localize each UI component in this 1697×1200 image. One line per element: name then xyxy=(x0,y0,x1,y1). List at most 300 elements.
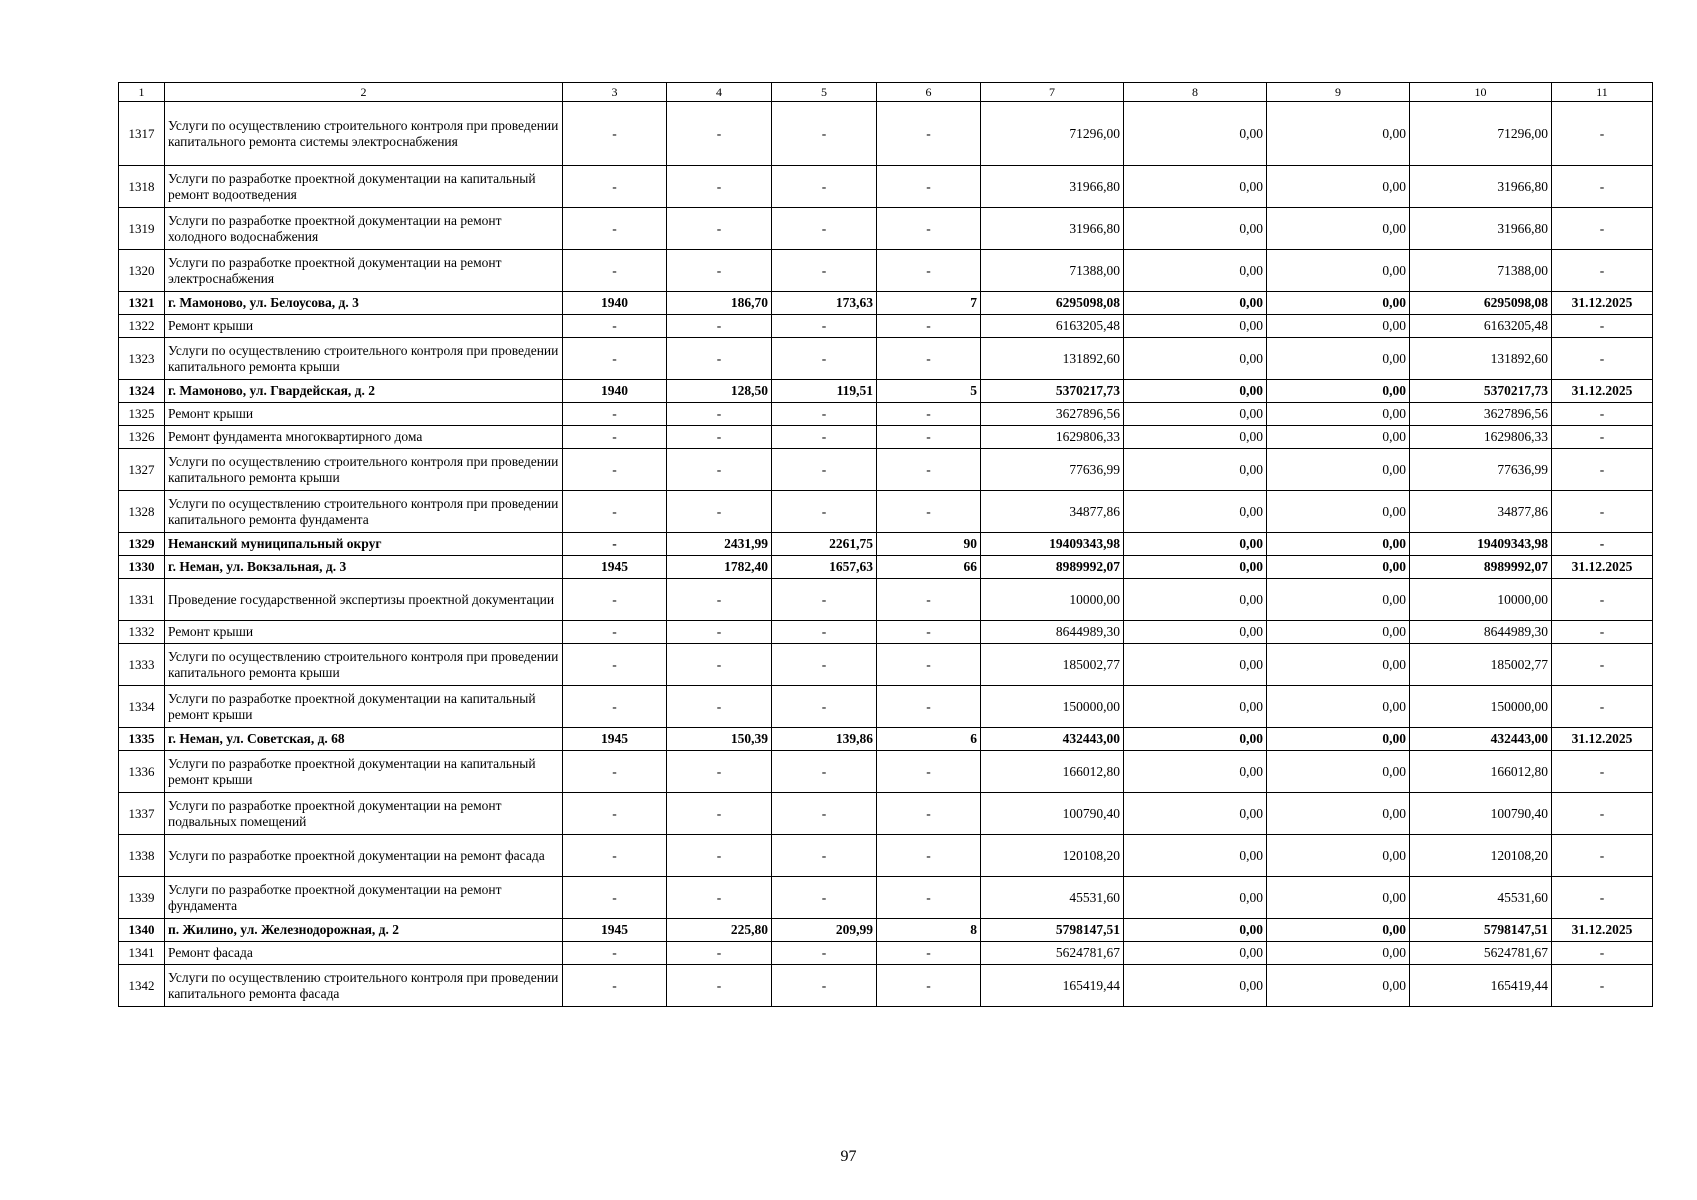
total-area-cell: - xyxy=(667,877,772,919)
owners-funds-cell: 120108,20 xyxy=(1410,835,1552,877)
row-number-cell: 1317 xyxy=(119,102,165,166)
total-cost-cell: 77636,99 xyxy=(981,449,1124,491)
completion-date-cell: - xyxy=(1552,877,1653,919)
federal-funds-cell: 0,00 xyxy=(1124,449,1267,491)
residents-cell: 90 xyxy=(877,533,981,556)
total-area-cell: 186,70 xyxy=(667,292,772,315)
col-header-5: 5 xyxy=(772,83,877,102)
owners-funds-cell: 166012,80 xyxy=(1410,751,1552,793)
table-row xyxy=(119,491,1653,533)
federal-funds-cell: 0,00 xyxy=(1124,686,1267,728)
item-name-cell: г. Мамоново, ул. Белоусова, д. 3 xyxy=(165,292,563,315)
item-name-cell: Услуги по осуществлению строительного контроля при проведении капитального ремонта системы электроснабжения xyxy=(165,102,563,166)
regional-funds-cell: 0,00 xyxy=(1267,315,1410,338)
total-cost-cell: 131892,60 xyxy=(981,338,1124,380)
residents-cell: - xyxy=(877,686,981,728)
table-row xyxy=(119,102,1653,166)
total-area-cell: - xyxy=(667,426,772,449)
table-row xyxy=(119,621,1653,644)
total-cost-cell: 8644989,30 xyxy=(981,621,1124,644)
completion-date-cell: - xyxy=(1552,751,1653,793)
federal-funds-cell: 0,00 xyxy=(1124,556,1267,579)
living-area-cell: 1657,63 xyxy=(772,556,877,579)
total-area-cell: - xyxy=(667,686,772,728)
regional-funds-cell: 0,00 xyxy=(1267,835,1410,877)
owners-funds-cell: 19409343,98 xyxy=(1410,533,1552,556)
table-body xyxy=(119,83,1653,1007)
federal-funds-cell: 0,00 xyxy=(1124,403,1267,426)
row-number-cell: 1318 xyxy=(119,166,165,208)
living-area-cell: 2261,75 xyxy=(772,533,877,556)
owners-funds-cell: 131892,60 xyxy=(1410,338,1552,380)
table-row xyxy=(119,919,1653,942)
item-name-cell: г. Неман, ул. Вокзальная, д. 3 xyxy=(165,556,563,579)
completion-date-cell: - xyxy=(1552,250,1653,292)
owners-funds-cell: 6295098,08 xyxy=(1410,292,1552,315)
completion-date-cell: - xyxy=(1552,644,1653,686)
col-header-3: 3 xyxy=(563,83,667,102)
build-year-cell: - xyxy=(563,426,667,449)
build-year-cell: - xyxy=(563,533,667,556)
table-row xyxy=(119,533,1653,556)
total-area-cell: - xyxy=(667,250,772,292)
regional-funds-cell: 0,00 xyxy=(1267,208,1410,250)
item-name-cell: г. Мамоново, ул. Гвардейская, д. 2 xyxy=(165,380,563,403)
row-number-cell: 1331 xyxy=(119,579,165,621)
col-header-6: 6 xyxy=(877,83,981,102)
total-cost-cell: 5798147,51 xyxy=(981,919,1124,942)
build-year-cell: - xyxy=(563,250,667,292)
total-cost-cell: 6295098,08 xyxy=(981,292,1124,315)
item-name-cell: Услуги по разработке проектной документации на ремонт электроснабжения xyxy=(165,250,563,292)
row-number-cell: 1329 xyxy=(119,533,165,556)
col-header-2: 2 xyxy=(165,83,563,102)
build-year-cell: - xyxy=(563,491,667,533)
regional-funds-cell: 0,00 xyxy=(1267,338,1410,380)
row-number-cell: 1322 xyxy=(119,315,165,338)
living-area-cell: - xyxy=(772,835,877,877)
completion-date-cell: 31.12.2025 xyxy=(1552,292,1653,315)
build-year-cell: 1945 xyxy=(563,556,667,579)
residents-cell: - xyxy=(877,579,981,621)
residents-cell: 6 xyxy=(877,728,981,751)
build-year-cell: - xyxy=(563,102,667,166)
row-number-cell: 1319 xyxy=(119,208,165,250)
federal-funds-cell: 0,00 xyxy=(1124,166,1267,208)
table-row xyxy=(119,751,1653,793)
regional-funds-cell: 0,00 xyxy=(1267,380,1410,403)
total-area-cell: - xyxy=(667,793,772,835)
item-name-cell: Услуги по разработке проектной документации на капитальный ремонт крыши xyxy=(165,751,563,793)
living-area-cell: - xyxy=(772,102,877,166)
living-area-cell: - xyxy=(772,403,877,426)
completion-date-cell: - xyxy=(1552,686,1653,728)
table-row xyxy=(119,426,1653,449)
item-name-cell: Ремонт крыши xyxy=(165,621,563,644)
living-area-cell: - xyxy=(772,644,877,686)
total-cost-cell: 8989992,07 xyxy=(981,556,1124,579)
living-area-cell: - xyxy=(772,208,877,250)
total-cost-cell: 100790,40 xyxy=(981,793,1124,835)
row-number-cell: 1325 xyxy=(119,403,165,426)
build-year-cell: - xyxy=(563,208,667,250)
table-row xyxy=(119,877,1653,919)
living-area-cell: - xyxy=(772,942,877,965)
completion-date-cell: - xyxy=(1552,621,1653,644)
build-year-cell: - xyxy=(563,877,667,919)
col-header-7: 7 xyxy=(981,83,1124,102)
regional-funds-cell: 0,00 xyxy=(1267,403,1410,426)
federal-funds-cell: 0,00 xyxy=(1124,728,1267,751)
col-header-9: 9 xyxy=(1267,83,1410,102)
total-area-cell: 1782,40 xyxy=(667,556,772,579)
residents-cell: - xyxy=(877,793,981,835)
owners-funds-cell: 1629806,33 xyxy=(1410,426,1552,449)
table-row xyxy=(119,338,1653,380)
regional-funds-cell: 0,00 xyxy=(1267,686,1410,728)
total-area-cell: - xyxy=(667,491,772,533)
living-area-cell: - xyxy=(772,449,877,491)
total-area-cell: - xyxy=(667,579,772,621)
owners-funds-cell: 165419,44 xyxy=(1410,965,1552,1007)
row-number-cell: 1320 xyxy=(119,250,165,292)
item-name-cell: Ремонт крыши xyxy=(165,403,563,426)
living-area-cell: - xyxy=(772,315,877,338)
item-name-cell: Ремонт крыши xyxy=(165,315,563,338)
living-area-cell: - xyxy=(772,426,877,449)
residents-cell: - xyxy=(877,250,981,292)
owners-funds-cell: 432443,00 xyxy=(1410,728,1552,751)
completion-date-cell: - xyxy=(1552,965,1653,1007)
regional-funds-cell: 0,00 xyxy=(1267,751,1410,793)
table-row xyxy=(119,835,1653,877)
regional-funds-cell: 0,00 xyxy=(1267,919,1410,942)
residents-cell: - xyxy=(877,621,981,644)
row-number-cell: 1334 xyxy=(119,686,165,728)
regional-funds-cell: 0,00 xyxy=(1267,965,1410,1007)
build-year-cell: - xyxy=(563,621,667,644)
total-cost-cell: 1629806,33 xyxy=(981,426,1124,449)
regional-funds-cell: 0,00 xyxy=(1267,793,1410,835)
residents-cell: 8 xyxy=(877,919,981,942)
federal-funds-cell: 0,00 xyxy=(1124,491,1267,533)
federal-funds-cell: 0,00 xyxy=(1124,919,1267,942)
living-area-cell: - xyxy=(772,751,877,793)
owners-funds-cell: 6163205,48 xyxy=(1410,315,1552,338)
regional-funds-cell: 0,00 xyxy=(1267,644,1410,686)
build-year-cell: - xyxy=(563,751,667,793)
total-cost-cell: 432443,00 xyxy=(981,728,1124,751)
total-area-cell: - xyxy=(667,621,772,644)
federal-funds-cell: 0,00 xyxy=(1124,315,1267,338)
row-number-cell: 1333 xyxy=(119,644,165,686)
build-year-cell: 1945 xyxy=(563,728,667,751)
table-row xyxy=(119,166,1653,208)
regional-funds-cell: 0,00 xyxy=(1267,942,1410,965)
build-year-cell: 1940 xyxy=(563,292,667,315)
row-number-cell: 1324 xyxy=(119,380,165,403)
owners-funds-cell: 3627896,56 xyxy=(1410,403,1552,426)
total-cost-cell: 165419,44 xyxy=(981,965,1124,1007)
item-name-cell: Услуги по разработке проектной документации на ремонт фундамента xyxy=(165,877,563,919)
table-row xyxy=(119,292,1653,315)
completion-date-cell: - xyxy=(1552,403,1653,426)
federal-funds-cell: 0,00 xyxy=(1124,338,1267,380)
total-cost-cell: 31966,80 xyxy=(981,166,1124,208)
regional-funds-cell: 0,00 xyxy=(1267,621,1410,644)
item-name-cell: Неманский муниципальный округ xyxy=(165,533,563,556)
residents-cell: - xyxy=(877,208,981,250)
regional-funds-cell: 0,00 xyxy=(1267,426,1410,449)
living-area-cell: - xyxy=(772,877,877,919)
build-year-cell: - xyxy=(563,403,667,426)
completion-date-cell: 31.12.2025 xyxy=(1552,728,1653,751)
build-year-cell: - xyxy=(563,166,667,208)
completion-date-cell: - xyxy=(1552,793,1653,835)
regional-funds-cell: 0,00 xyxy=(1267,728,1410,751)
federal-funds-cell: 0,00 xyxy=(1124,579,1267,621)
table-row xyxy=(119,579,1653,621)
row-number-cell: 1321 xyxy=(119,292,165,315)
build-year-cell: - xyxy=(563,579,667,621)
row-number-cell: 1338 xyxy=(119,835,165,877)
row-number-cell: 1335 xyxy=(119,728,165,751)
item-name-cell: Услуги по осуществлению строительного контроля при проведении капитального ремонта фасада xyxy=(165,965,563,1007)
owners-funds-cell: 71388,00 xyxy=(1410,250,1552,292)
item-name-cell: Проведение государственной экспертизы проектной документации xyxy=(165,579,563,621)
owners-funds-cell: 31966,80 xyxy=(1410,166,1552,208)
col-header-4: 4 xyxy=(667,83,772,102)
item-name-cell: г. Неман, ул. Советская, д. 68 xyxy=(165,728,563,751)
completion-date-cell: - xyxy=(1552,315,1653,338)
item-name-cell: Ремонт фасада xyxy=(165,942,563,965)
build-year-cell: - xyxy=(563,338,667,380)
residents-cell: 5 xyxy=(877,380,981,403)
row-number-cell: 1337 xyxy=(119,793,165,835)
total-cost-cell: 150000,00 xyxy=(981,686,1124,728)
total-cost-cell: 71296,00 xyxy=(981,102,1124,166)
federal-funds-cell: 0,00 xyxy=(1124,942,1267,965)
table-row xyxy=(119,686,1653,728)
total-area-cell: - xyxy=(667,208,772,250)
federal-funds-cell: 0,00 xyxy=(1124,644,1267,686)
federal-funds-cell: 0,00 xyxy=(1124,292,1267,315)
build-year-cell: - xyxy=(563,793,667,835)
federal-funds-cell: 0,00 xyxy=(1124,793,1267,835)
living-area-cell: - xyxy=(772,621,877,644)
table-row xyxy=(119,942,1653,965)
residents-cell: - xyxy=(877,835,981,877)
owners-funds-cell: 34877,86 xyxy=(1410,491,1552,533)
living-area-cell: - xyxy=(772,250,877,292)
total-area-cell: - xyxy=(667,942,772,965)
owners-funds-cell: 5370217,73 xyxy=(1410,380,1552,403)
completion-date-cell: - xyxy=(1552,491,1653,533)
item-name-cell: п. Жилино, ул. Железнодорожная, д. 2 xyxy=(165,919,563,942)
residents-cell: - xyxy=(877,491,981,533)
total-cost-cell: 120108,20 xyxy=(981,835,1124,877)
regional-funds-cell: 0,00 xyxy=(1267,166,1410,208)
completion-date-cell: - xyxy=(1552,533,1653,556)
item-name-cell: Ремонт фундамента многоквартирного дома xyxy=(165,426,563,449)
item-name-cell: Услуги по разработке проектной документации на ремонт фасада xyxy=(165,835,563,877)
col-header-10: 10 xyxy=(1410,83,1552,102)
table-row xyxy=(119,556,1653,579)
total-cost-cell: 5370217,73 xyxy=(981,380,1124,403)
total-area-cell: - xyxy=(667,403,772,426)
residents-cell: - xyxy=(877,449,981,491)
col-header-11: 11 xyxy=(1552,83,1653,102)
federal-funds-cell: 0,00 xyxy=(1124,965,1267,1007)
regional-funds-cell: 0,00 xyxy=(1267,102,1410,166)
residents-cell: 7 xyxy=(877,292,981,315)
federal-funds-cell: 0,00 xyxy=(1124,250,1267,292)
build-year-cell: - xyxy=(563,965,667,1007)
total-area-cell: - xyxy=(667,965,772,1007)
page-number: 97 xyxy=(840,1148,857,1165)
federal-funds-cell: 0,00 xyxy=(1124,877,1267,919)
owners-funds-cell: 150000,00 xyxy=(1410,686,1552,728)
total-cost-cell: 185002,77 xyxy=(981,644,1124,686)
federal-funds-cell: 0,00 xyxy=(1124,380,1267,403)
regional-funds-cell: 0,00 xyxy=(1267,292,1410,315)
total-cost-cell: 45531,60 xyxy=(981,877,1124,919)
regional-funds-cell: 0,00 xyxy=(1267,449,1410,491)
table-row xyxy=(119,250,1653,292)
item-name-cell: Услуги по осуществлению строительного контроля при проведении капитального ремонта крыши xyxy=(165,338,563,380)
regional-funds-cell: 0,00 xyxy=(1267,579,1410,621)
table-row xyxy=(119,403,1653,426)
row-number-cell: 1327 xyxy=(119,449,165,491)
residents-cell: - xyxy=(877,102,981,166)
row-number-cell: 1323 xyxy=(119,338,165,380)
living-area-cell: - xyxy=(772,338,877,380)
total-area-cell: - xyxy=(667,315,772,338)
total-area-cell: 225,80 xyxy=(667,919,772,942)
table-row xyxy=(119,380,1653,403)
completion-date-cell: - xyxy=(1552,166,1653,208)
living-area-cell: 139,86 xyxy=(772,728,877,751)
row-number-cell: 1339 xyxy=(119,877,165,919)
completion-date-cell: 31.12.2025 xyxy=(1552,919,1653,942)
total-cost-cell: 3627896,56 xyxy=(981,403,1124,426)
completion-date-cell: - xyxy=(1552,449,1653,491)
build-year-cell: - xyxy=(563,449,667,491)
item-name-cell: Услуги по осуществлению строительного контроля при проведении капитального ремонта крыши xyxy=(165,644,563,686)
federal-funds-cell: 0,00 xyxy=(1124,102,1267,166)
living-area-cell: 119,51 xyxy=(772,380,877,403)
col-header-8: 8 xyxy=(1124,83,1267,102)
owners-funds-cell: 10000,00 xyxy=(1410,579,1552,621)
table-row xyxy=(119,644,1653,686)
total-cost-cell: 166012,80 xyxy=(981,751,1124,793)
total-area-cell: - xyxy=(667,102,772,166)
owners-funds-cell: 5798147,51 xyxy=(1410,919,1552,942)
item-name-cell: Услуги по разработке проектной документации на капитальный ремонт крыши xyxy=(165,686,563,728)
total-cost-cell: 71388,00 xyxy=(981,250,1124,292)
table-row xyxy=(119,793,1653,835)
completion-date-cell: - xyxy=(1552,426,1653,449)
owners-funds-cell: 77636,99 xyxy=(1410,449,1552,491)
living-area-cell: - xyxy=(772,166,877,208)
total-area-cell: - xyxy=(667,338,772,380)
completion-date-cell: 31.12.2025 xyxy=(1552,380,1653,403)
federal-funds-cell: 0,00 xyxy=(1124,835,1267,877)
total-area-cell: 128,50 xyxy=(667,380,772,403)
col-header-1: 1 xyxy=(119,83,165,102)
build-year-cell: - xyxy=(563,644,667,686)
row-number-cell: 1326 xyxy=(119,426,165,449)
residents-cell: - xyxy=(877,877,981,919)
row-number-cell: 1342 xyxy=(119,965,165,1007)
living-area-cell: - xyxy=(772,686,877,728)
completion-date-cell: - xyxy=(1552,835,1653,877)
repair-plan-table xyxy=(118,82,1653,1007)
table-row xyxy=(119,965,1653,1007)
item-name-cell: Услуги по разработке проектной документации на ремонт подвальных помещений xyxy=(165,793,563,835)
row-number-cell: 1340 xyxy=(119,919,165,942)
federal-funds-cell: 0,00 xyxy=(1124,208,1267,250)
regional-funds-cell: 0,00 xyxy=(1267,556,1410,579)
residents-cell: 66 xyxy=(877,556,981,579)
build-year-cell: - xyxy=(563,835,667,877)
owners-funds-cell: 71296,00 xyxy=(1410,102,1552,166)
residents-cell: - xyxy=(877,644,981,686)
total-area-cell: - xyxy=(667,751,772,793)
living-area-cell: - xyxy=(772,491,877,533)
total-cost-cell: 6163205,48 xyxy=(981,315,1124,338)
completion-date-cell: - xyxy=(1552,208,1653,250)
owners-funds-cell: 100790,40 xyxy=(1410,793,1552,835)
regional-funds-cell: 0,00 xyxy=(1267,491,1410,533)
total-area-cell: - xyxy=(667,644,772,686)
item-name-cell: Услуги по разработке проектной документации на капитальный ремонт водоотведения xyxy=(165,166,563,208)
row-number-cell: 1336 xyxy=(119,751,165,793)
living-area-cell: - xyxy=(772,965,877,1007)
build-year-cell: - xyxy=(563,315,667,338)
build-year-cell: 1945 xyxy=(563,919,667,942)
residents-cell: - xyxy=(877,338,981,380)
completion-date-cell: - xyxy=(1552,579,1653,621)
total-area-cell: 150,39 xyxy=(667,728,772,751)
item-name-cell: Услуги по осуществлению строительного контроля при проведении капитального ремонта крыши xyxy=(165,449,563,491)
completion-date-cell: 31.12.2025 xyxy=(1552,556,1653,579)
column-number-header xyxy=(119,83,1653,102)
build-year-cell: 1940 xyxy=(563,380,667,403)
total-area-cell: - xyxy=(667,835,772,877)
completion-date-cell: - xyxy=(1552,942,1653,965)
total-cost-cell: 34877,86 xyxy=(981,491,1124,533)
owners-funds-cell: 45531,60 xyxy=(1410,877,1552,919)
living-area-cell: 173,63 xyxy=(772,292,877,315)
residents-cell: - xyxy=(877,166,981,208)
table-row xyxy=(119,728,1653,751)
row-number-cell: 1332 xyxy=(119,621,165,644)
table-row xyxy=(119,449,1653,491)
federal-funds-cell: 0,00 xyxy=(1124,533,1267,556)
completion-date-cell: - xyxy=(1552,102,1653,166)
item-name-cell: Услуги по разработке проектной документации на ремонт холодного водоснабжения xyxy=(165,208,563,250)
residents-cell: - xyxy=(877,942,981,965)
build-year-cell: - xyxy=(563,942,667,965)
build-year-cell: - xyxy=(563,686,667,728)
owners-funds-cell: 185002,77 xyxy=(1410,644,1552,686)
federal-funds-cell: 0,00 xyxy=(1124,751,1267,793)
living-area-cell: - xyxy=(772,793,877,835)
total-cost-cell: 5624781,67 xyxy=(981,942,1124,965)
federal-funds-cell: 0,00 xyxy=(1124,621,1267,644)
federal-funds-cell: 0,00 xyxy=(1124,426,1267,449)
